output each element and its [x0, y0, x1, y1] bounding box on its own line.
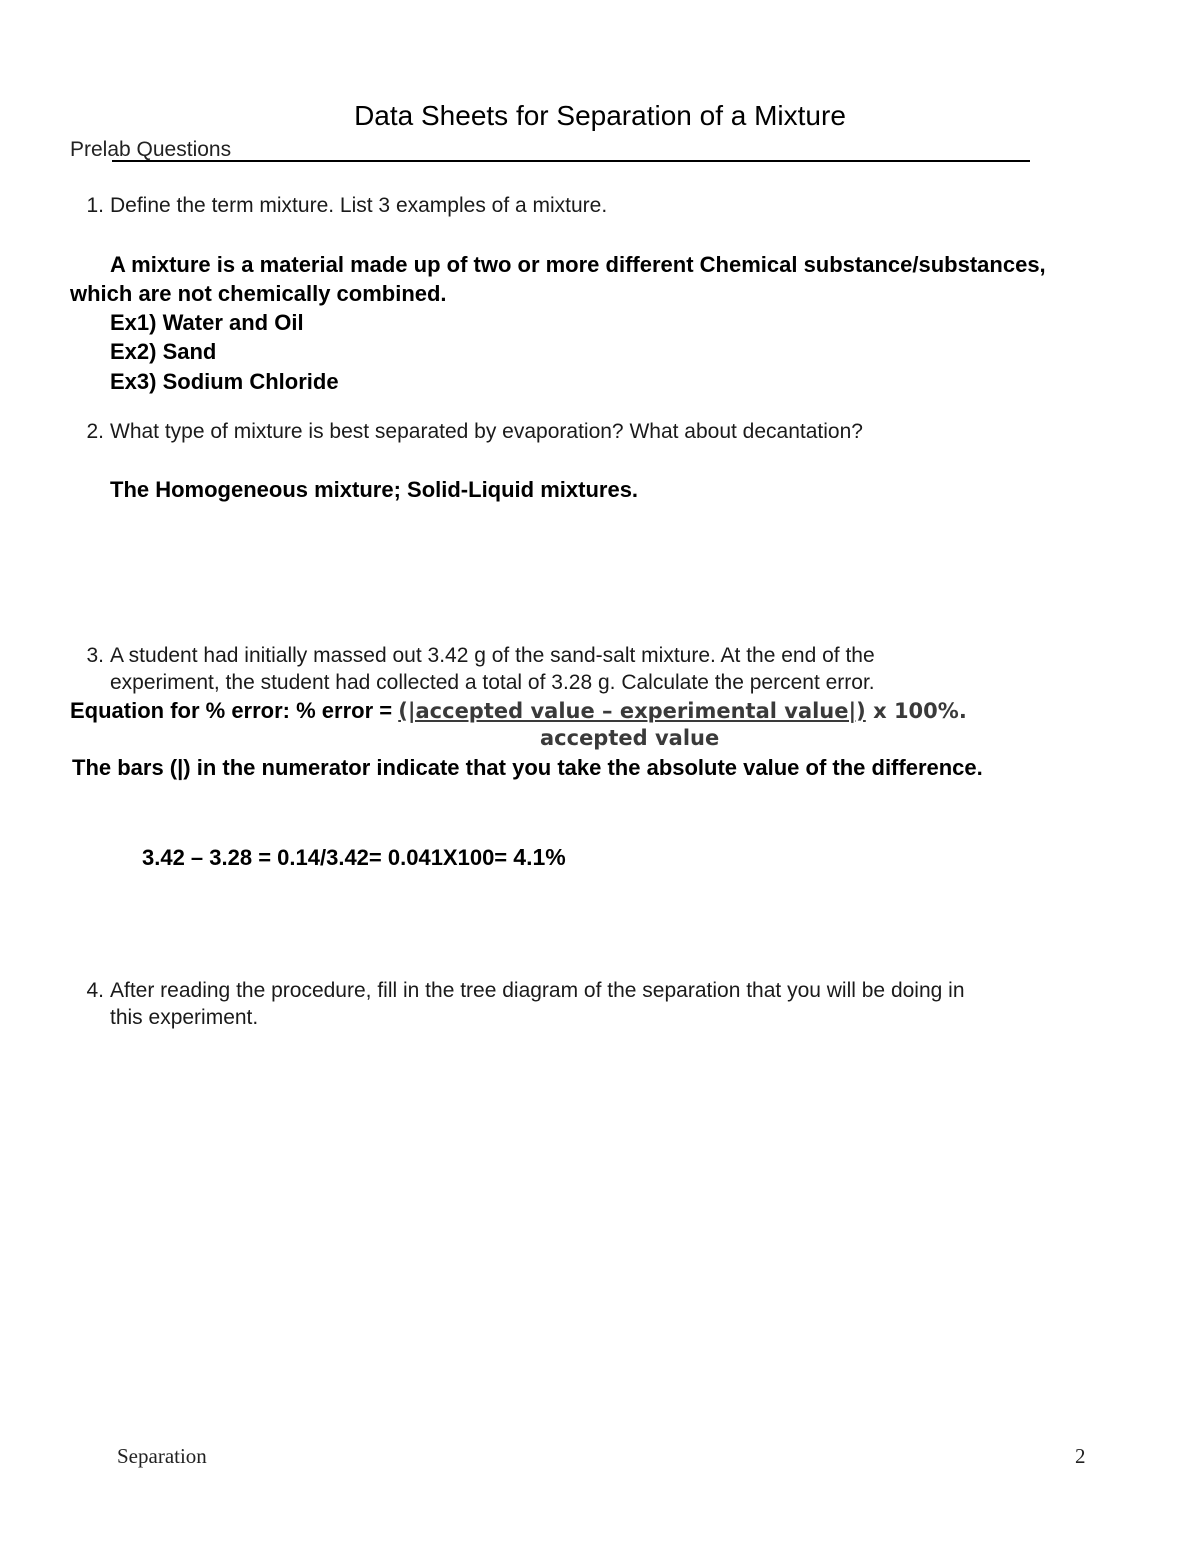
answer-3-result: 4.1%: [513, 844, 566, 870]
answer-1-example-2: Ex2) Sand: [110, 339, 217, 364]
page-number: 2: [1075, 1444, 1086, 1468]
question-number: 2.: [86, 420, 104, 443]
equation-denominator: accepted value: [540, 726, 720, 750]
question-text-line-1: After reading the procedure, fill in the tree diagram of the separation that you will be doing in: [110, 979, 965, 1002]
footer-label: Separation: [117, 1444, 207, 1468]
question-number: 1.: [86, 194, 104, 217]
question-text-line-1: A student had initially massed out 3.42 g of the sand-salt mixture. At the end of the: [110, 644, 875, 667]
equation-label: Equation for % error: % error =: [70, 698, 399, 723]
page-title: Data Sheets for Separation of a Mixture: [354, 100, 846, 131]
question-3-text-line-2: experiment, the student had collected a total of 3.28 g. Calculate the percent error.: [110, 671, 875, 694]
question-text: Define the term mixture. List 3 examples of a mixture.: [110, 194, 608, 217]
answer-1-example-1: Ex1) Water and Oil: [110, 310, 304, 335]
section-heading: Prelab Questions: [70, 138, 232, 161]
heading-underline: [112, 160, 1030, 162]
question-4: [70, 979, 965, 1003]
answer-2: The Homogeneous mixture; Solid-Liquid mixtures.: [110, 477, 639, 502]
question-3: [70, 644, 875, 668]
question-number: 4.: [86, 979, 104, 1002]
answer-3: [142, 844, 566, 871]
answer-3-calculation: 3.42 – 3.28 = 0.14/3.42= 0.041X100=: [142, 845, 514, 870]
equation-numerator: (|accepted value – experimental value|): [398, 699, 866, 723]
answer-1-example-3: Ex3) Sodium Chloride: [110, 369, 339, 394]
question-4-text-line-2: this experiment.: [110, 1006, 259, 1029]
question-1: [70, 194, 607, 218]
absolute-value-note: The bars (|) in the numerator indicate that you take the absolute value of the difference.: [72, 755, 983, 780]
question-text: What type of mixture is best separated by evaporation? What about decantation?: [110, 420, 863, 443]
question-number: 3.: [86, 644, 104, 667]
question-2: [70, 420, 863, 444]
equation-suffix: x 100%.: [865, 699, 967, 723]
percent-error-equation: [70, 698, 967, 724]
answer-1-line-2: which are not chemically combined.: [70, 281, 447, 306]
answer-1-line-1: A mixture is a material made up of two or more different Chemical substance/substances,: [110, 252, 1046, 277]
